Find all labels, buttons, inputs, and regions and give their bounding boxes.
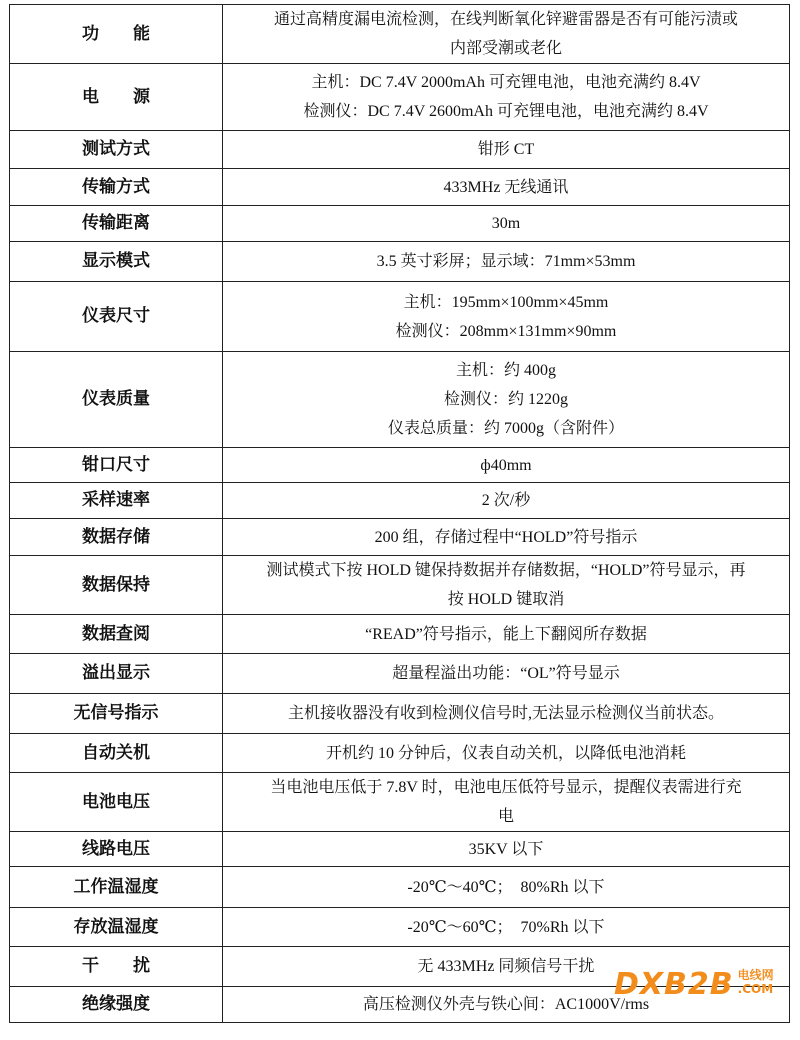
- value-line: 2 次/秒: [481, 492, 531, 509]
- row-value: [223, 908, 790, 947]
- row-label: 仪表尺寸: [10, 282, 223, 352]
- value-line: 测试模式下按 HOLD 键保持数据并存储数据，“HOLD”符号显示，再: [266, 562, 746, 579]
- value-line: 主机：约 400g: [455, 362, 556, 379]
- row-value: [223, 448, 790, 483]
- row-label: 溢出显示: [10, 654, 223, 694]
- value-line: 内部受潮或老化: [449, 40, 562, 57]
- row-value: [223, 867, 790, 908]
- row-label: 显示模式: [10, 242, 223, 282]
- value-line: 钳形 CT: [477, 141, 535, 158]
- watermark-main: DXB2B: [614, 967, 734, 1002]
- value-line: 主机接收器没有收到检测仪信号时,无法显示检测仪当前状态。: [287, 705, 724, 722]
- row-value: [223, 206, 790, 242]
- spec-table: [9, 4, 790, 1023]
- value-line: 30m: [491, 215, 521, 232]
- table-row: [10, 206, 790, 242]
- value-line: 3.5 英寸彩屏；显示域：71mm×53mm: [376, 253, 636, 270]
- watermark-side: [738, 968, 774, 996]
- table-row: [10, 64, 790, 131]
- row-label: 线路电压: [10, 832, 223, 867]
- row-label: 电池电压: [10, 773, 223, 832]
- row-value: [223, 734, 790, 773]
- row-label: 测试方式: [10, 131, 223, 169]
- row-value: [223, 615, 790, 654]
- row-value: [223, 483, 790, 519]
- value-line: 开机约 10 分钟后，仪表自动关机，以降低电池消耗: [325, 744, 686, 762]
- value-line: 电: [497, 808, 514, 825]
- value-line: 检测仪：DC 7.4V 2600mAh 可充锂电池，电池充满约 8.4V: [303, 103, 709, 120]
- row-value: [223, 654, 790, 694]
- value-line: 主机：DC 7.4V 2000mAh 可充锂电池，电池充满约 8.4V: [311, 74, 701, 91]
- row-value: [223, 694, 790, 734]
- value-line: 当电池电压低于 7.8V 时，电池电压低符号显示，提醒仪表需进行充: [270, 779, 742, 796]
- row-label: 仪表质量: [10, 352, 223, 448]
- row-label: 存放温湿度: [10, 908, 223, 947]
- row-label: 自动关机: [10, 734, 223, 773]
- value-line: ф40mm: [480, 456, 532, 474]
- table-row: [10, 131, 790, 169]
- row-label: 传输方式: [10, 169, 223, 206]
- table-row: [10, 908, 790, 947]
- row-label: 采样速率: [10, 483, 223, 519]
- value-line: 通过高精度漏电流检测，在线判断氧化锌避雷器是否有可能污渍或: [273, 11, 738, 28]
- row-label: 工作温湿度: [10, 867, 223, 908]
- table-row: [10, 615, 790, 654]
- table-row: [10, 556, 790, 615]
- row-label: 绝缘强度: [10, 987, 223, 1023]
- row-value: [223, 556, 790, 615]
- value-line: 按 HOLD 键取消: [447, 591, 565, 608]
- row-value: [223, 242, 790, 282]
- table-row: [10, 734, 790, 773]
- row-label: 数据保持: [10, 556, 223, 615]
- table-row: [10, 169, 790, 206]
- table-row: [10, 773, 790, 832]
- value-line: 无 433MHz 同频信号干扰: [417, 958, 595, 975]
- watermark-cn: 电线网: [737, 968, 774, 982]
- spec-table-body: [10, 5, 790, 1023]
- value-line: 检测仪：208mm×131mm×90mm: [395, 322, 617, 340]
- row-label: 无信号指示: [10, 694, 223, 734]
- value-line: 仪表总质量：约 7000g（含附件）: [387, 420, 624, 437]
- table-row: [10, 832, 790, 867]
- row-value: [223, 352, 790, 448]
- value-line: 检测仪：约 1220g: [443, 391, 568, 408]
- row-label: 钳口尺寸: [10, 448, 223, 483]
- table-row: [10, 242, 790, 282]
- value-line: 35KV 以下: [468, 840, 544, 858]
- table-row: [10, 654, 790, 694]
- row-label: 传输距离: [10, 206, 223, 242]
- row-value: [223, 519, 790, 556]
- row-label: 干 扰: [10, 947, 223, 987]
- row-value: [223, 282, 790, 352]
- table-row: [10, 5, 790, 64]
- row-value: [223, 773, 790, 832]
- value-line: 超量程溢出功能：“OL”符号显示: [392, 665, 620, 682]
- value-line: 200 组，存储过程中“HOLD”符号指示: [374, 528, 638, 546]
- row-value: [223, 169, 790, 206]
- row-value: [223, 64, 790, 131]
- row-label: 功 能: [10, 5, 223, 64]
- row-label: 数据存储: [10, 519, 223, 556]
- table-row: [10, 867, 790, 908]
- table-row: [10, 519, 790, 556]
- table-row: [10, 694, 790, 734]
- value-line: -20℃～40℃； 80%Rh 以下: [407, 878, 605, 896]
- value-line: 433MHz 无线通讯: [443, 178, 569, 196]
- table-row: [10, 448, 790, 483]
- table-row: [10, 352, 790, 448]
- row-label: 电 源: [10, 64, 223, 131]
- watermark-com: .COM: [737, 982, 774, 996]
- value-line: 主机：195mm×100mm×45mm: [403, 293, 609, 311]
- watermark-logo: [614, 968, 774, 1002]
- value-line: “READ”符号指示，能上下翻阅所存数据: [365, 625, 647, 643]
- table-row: [10, 483, 790, 519]
- row-label: 数据查阅: [10, 615, 223, 654]
- row-value: [223, 5, 790, 64]
- row-value: [223, 131, 790, 169]
- row-value: [223, 832, 790, 867]
- value-line: 高压检测仪外壳与铁心间：AC1000V/rms: [362, 996, 650, 1013]
- table-row: [10, 282, 790, 352]
- value-line: -20℃～60℃； 70%Rh 以下: [407, 918, 605, 936]
